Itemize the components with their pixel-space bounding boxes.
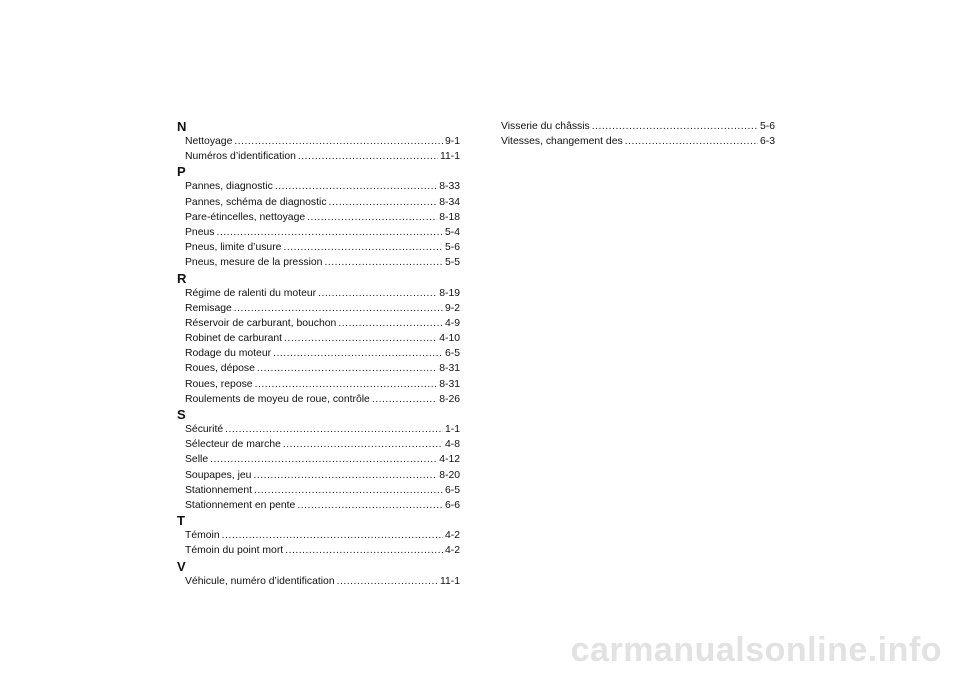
leader-dots	[222, 528, 443, 543]
index-entry	[177, 528, 460, 543]
leader-dots	[338, 316, 443, 331]
leader-dots	[625, 134, 758, 149]
index-left-column	[177, 119, 460, 589]
leader-dots	[337, 574, 438, 589]
index-entry	[501, 134, 775, 149]
leader-dots	[318, 286, 437, 301]
index-section-p	[177, 164, 460, 270]
entry-page: 9-2	[444, 302, 460, 314]
index-entry	[177, 574, 460, 589]
index-entry	[177, 255, 460, 270]
entry-page: 5-6	[444, 242, 460, 254]
index-entry	[177, 452, 460, 467]
entry-label: Pneus, mesure de la pression	[185, 257, 323, 269]
entry-label: Stationnement en pente	[185, 499, 296, 511]
entry-label: Numéros d’identification	[185, 151, 296, 163]
index-entry	[177, 240, 460, 255]
leader-dots	[254, 483, 443, 498]
index-entry	[177, 286, 460, 301]
entry-label: Nettoyage	[185, 136, 233, 147]
watermark: carmanualsonline.info	[570, 631, 942, 669]
entry-page: 8-26	[439, 393, 460, 405]
leader-dots	[307, 210, 437, 225]
leader-dots	[234, 134, 443, 149]
index-section-n	[177, 119, 460, 164]
index-entry	[177, 301, 460, 316]
index-entry	[177, 179, 460, 194]
entry-label: Robinet de carburant	[185, 333, 283, 345]
entry-label: Régime de ralenti du moteur	[185, 287, 317, 299]
leader-dots	[225, 422, 443, 437]
entry-page: 4-2	[444, 545, 460, 557]
entry-label: Pneus	[185, 226, 215, 238]
entry-page: 4-2	[444, 530, 460, 542]
leader-dots	[216, 225, 443, 240]
entry-label: Sécurité	[185, 424, 224, 435]
entry-page: 8-20	[439, 469, 460, 481]
index-entry	[177, 483, 460, 498]
index-right-column	[501, 119, 775, 149]
entry-page: 4-10	[439, 333, 460, 345]
entry-label: Vitesses, changement des	[501, 136, 623, 148]
entry-label: Pannes, schéma de diagnostic	[185, 196, 327, 208]
entry-page: 8-18	[439, 211, 460, 223]
index-section-r	[177, 271, 460, 408]
entry-page: 8-19	[439, 287, 460, 299]
index-section-v	[177, 559, 460, 589]
entry-page: 5-5	[444, 257, 460, 269]
index-entry	[177, 210, 460, 225]
leader-dots	[283, 240, 443, 255]
entry-label: Témoin du point mort	[185, 545, 284, 557]
index-entry	[177, 134, 460, 149]
index-entry	[177, 331, 460, 346]
section-letter: S	[177, 407, 186, 422]
entry-page: 4-9	[444, 317, 460, 329]
leader-dots	[273, 346, 443, 361]
index-entry	[177, 225, 460, 240]
section-letter: T	[177, 513, 185, 529]
index-entry	[177, 498, 460, 513]
leader-dots	[285, 543, 443, 558]
section-letter: P	[177, 164, 186, 180]
leader-dots	[275, 179, 437, 194]
index-entry	[177, 316, 460, 331]
leader-dots	[298, 149, 438, 164]
index-entry	[177, 149, 460, 164]
section-letter: V	[177, 558, 186, 574]
entry-page: 6-6	[444, 499, 460, 511]
entry-page: 11-1	[439, 575, 460, 587]
entry-page: 8-31	[439, 363, 460, 375]
index-entry	[177, 361, 460, 376]
entry-page: 6-5	[444, 484, 460, 496]
index-entry	[177, 392, 460, 407]
leader-dots	[297, 498, 443, 513]
entry-page: 6-5	[444, 348, 460, 360]
leader-dots	[284, 331, 437, 346]
entry-label: Roues, dépose	[185, 363, 255, 375]
entry-page: 9-1	[444, 136, 460, 147]
leader-dots	[592, 119, 758, 134]
leader-dots	[283, 437, 443, 452]
leader-dots	[329, 195, 438, 210]
entry-label: Témoin	[185, 530, 220, 542]
index-entry	[501, 119, 775, 134]
entry-label: Sélecteur de marche	[185, 439, 281, 451]
entry-label: Réservoir de carburant, bouchon	[185, 317, 337, 329]
index-entry	[177, 437, 460, 452]
leader-dots	[372, 392, 437, 407]
entry-label: Roulements de moyeu de roue, contrôle	[185, 393, 370, 405]
entry-page: 8-34	[439, 196, 460, 208]
index-section-s	[177, 407, 460, 513]
entry-page: 8-33	[439, 181, 460, 193]
entry-page: 5-6	[759, 121, 775, 132]
entry-label: Visserie du châssis	[501, 121, 590, 132]
entry-label: Pannes, diagnostic	[185, 181, 273, 193]
leader-dots	[255, 377, 438, 392]
entry-page: 4-8	[444, 439, 460, 451]
index-entry	[177, 377, 460, 392]
index-entry	[177, 422, 460, 437]
entry-page: 11-1	[439, 151, 460, 163]
section-letter: R	[177, 270, 187, 286]
entry-label: Rodage du moteur	[185, 348, 272, 360]
entry-page: 1-1	[444, 424, 460, 435]
entry-page: 8-31	[439, 378, 460, 390]
entry-label: Roues, repose	[185, 378, 253, 390]
section-letter: N	[177, 119, 187, 134]
entry-label: Pare-étincelles, nettoyage	[185, 211, 306, 223]
leader-dots	[257, 361, 437, 376]
entry-page: 4-12	[439, 454, 460, 466]
leader-dots	[253, 468, 437, 483]
index-entry	[177, 543, 460, 558]
entry-page: 5-4	[444, 226, 460, 238]
entry-label: Selle	[185, 454, 209, 466]
index-entry	[177, 346, 460, 361]
entry-label: Stationnement	[185, 484, 253, 496]
leader-dots	[210, 452, 437, 467]
leader-dots	[234, 301, 443, 316]
index-section-t	[177, 513, 460, 558]
entry-label: Soupapes, jeu	[185, 469, 252, 481]
entry-label: Pneus, limite d’usure	[185, 242, 282, 254]
entry-label: Véhicule, numéro d’identification	[185, 575, 335, 587]
index-entry	[177, 468, 460, 483]
entry-label: Remisage	[185, 302, 232, 314]
index-entry	[177, 195, 460, 210]
entry-page: 6-3	[759, 136, 775, 148]
leader-dots	[324, 255, 443, 270]
